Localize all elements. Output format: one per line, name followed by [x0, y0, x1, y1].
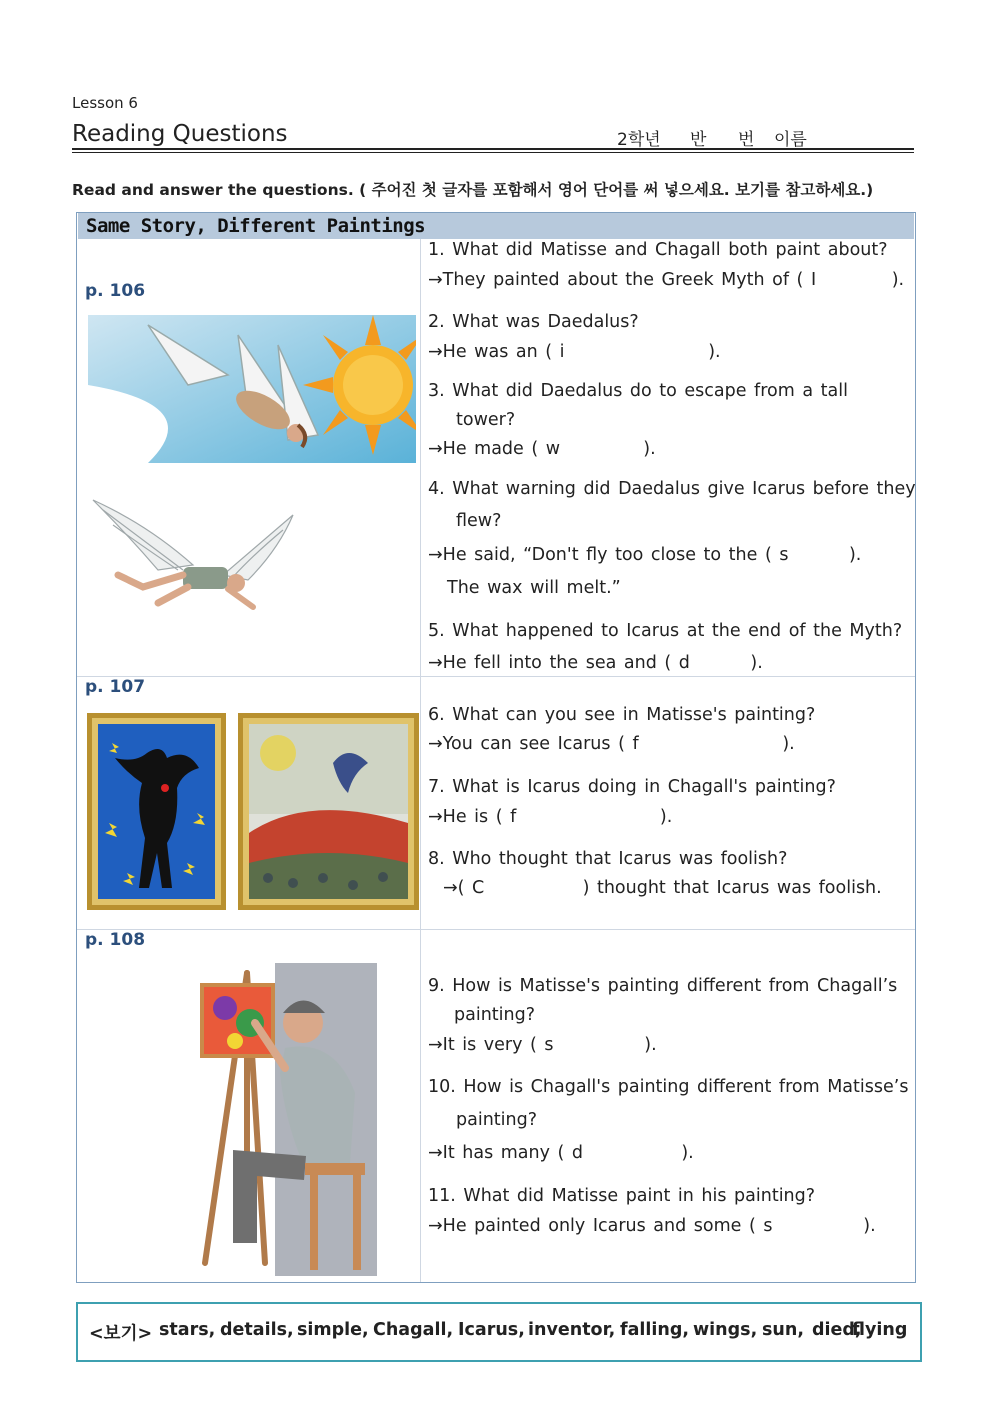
- painter-illustration: [185, 963, 377, 1276]
- answer-2[interactable]: →He was an ( i ).: [428, 342, 721, 362]
- icarus-sun-illustration: [88, 315, 416, 463]
- word-bank-item: Icarus,: [458, 1320, 525, 1340]
- page-label-106: p. 106: [85, 281, 146, 301]
- header-divider-thin: [72, 152, 914, 153]
- question-4-cont: flew?: [456, 511, 502, 531]
- name-label: 이름: [774, 130, 807, 150]
- question-7: 7. What is Icarus doing in Chagall's painting?: [428, 777, 836, 797]
- word-bank-item: simple,: [297, 1320, 369, 1340]
- number-label: 번: [738, 130, 755, 150]
- row-divider-1: [77, 676, 915, 677]
- question-2: 2. What was Daedalus?: [428, 312, 639, 332]
- lesson-label: Lesson 6: [72, 94, 138, 112]
- header-divider: [72, 148, 914, 150]
- answer-3[interactable]: →He made ( w ).: [428, 439, 656, 459]
- word-bank-item: sun,: [762, 1320, 804, 1340]
- answer-4[interactable]: →He said, “Don't fly too close to the ( s ).: [428, 545, 862, 565]
- question-5: 5. What happened to Icarus at the end of the Myth?: [428, 621, 903, 641]
- answer-7[interactable]: →He is ( f ).: [428, 807, 673, 827]
- grade-label: 2학년: [617, 130, 661, 150]
- instructions: Read and answer the questions. ( 주어진 첫 글자를 포함해서 영어 단어를 써 넣으세요. 보기를 참고하세요.): [72, 181, 874, 199]
- answer-9[interactable]: →It is very ( s ).: [428, 1035, 657, 1055]
- question-10-cont: painting?: [456, 1110, 537, 1130]
- icarus-wings-illustration: [88, 495, 298, 620]
- answer-11[interactable]: →He painted only Icarus and some ( s ).: [428, 1216, 876, 1236]
- page-label-107: p. 107: [85, 677, 146, 697]
- answer-5[interactable]: →He fell into the sea and ( d ).: [428, 653, 763, 673]
- question-10: 10. How is Chagall's painting different from Matisse’s: [428, 1077, 909, 1097]
- question-8: 8. Who thought that Icarus was foolish?: [428, 849, 788, 869]
- question-4: 4. What warning did Daedalus give Icarus before they: [428, 479, 916, 499]
- matisse-painting: [87, 713, 226, 910]
- answer-4-cont: The wax will melt.”: [447, 578, 621, 598]
- chagall-painting: [238, 713, 419, 910]
- word-bank-item: inventor,: [528, 1320, 616, 1340]
- question-3: 3. What did Daedalus do to escape from a tall: [428, 381, 848, 401]
- class-label: 반: [690, 130, 707, 150]
- page-title: Reading Questions: [72, 121, 288, 147]
- answer-6[interactable]: →You can see Icarus ( f ).: [428, 734, 795, 754]
- row-divider-2: [77, 929, 915, 930]
- question-9: 9. How is Matisse's painting different from Chagall’s: [428, 976, 898, 996]
- question-1: 1. What did Matisse and Chagall both paint about?: [428, 240, 888, 260]
- answer-8[interactable]: →( C ) thought that Icarus was foolish.: [443, 878, 882, 898]
- answer-1[interactable]: →They painted about the Greek Myth of ( I ).: [428, 270, 905, 290]
- answer-10[interactable]: →It has many ( d ).: [428, 1143, 694, 1163]
- word-bank-item: falling,: [620, 1320, 690, 1340]
- word-bank-item: Chagall,: [373, 1320, 454, 1340]
- question-11: 11. What did Matisse paint in his painting?: [428, 1186, 816, 1206]
- word-bank-item: wings,: [693, 1320, 758, 1340]
- word-bank-item: stars,: [159, 1320, 216, 1340]
- page-label-108: p. 108: [85, 930, 146, 950]
- word-bank-label: <보기>: [89, 1324, 153, 1344]
- question-6: 6. What can you see in Matisse's painting?: [428, 705, 816, 725]
- section-title: Same Story, Different Paintings: [86, 215, 426, 237]
- word-bank-item: details,: [220, 1320, 294, 1340]
- word-bank-item: flying: [852, 1320, 908, 1340]
- question-9-cont: painting?: [454, 1005, 535, 1025]
- column-divider: [420, 239, 421, 1282]
- word-bank-item: died,: [812, 1320, 862, 1340]
- question-3-cont: tower?: [456, 410, 516, 430]
